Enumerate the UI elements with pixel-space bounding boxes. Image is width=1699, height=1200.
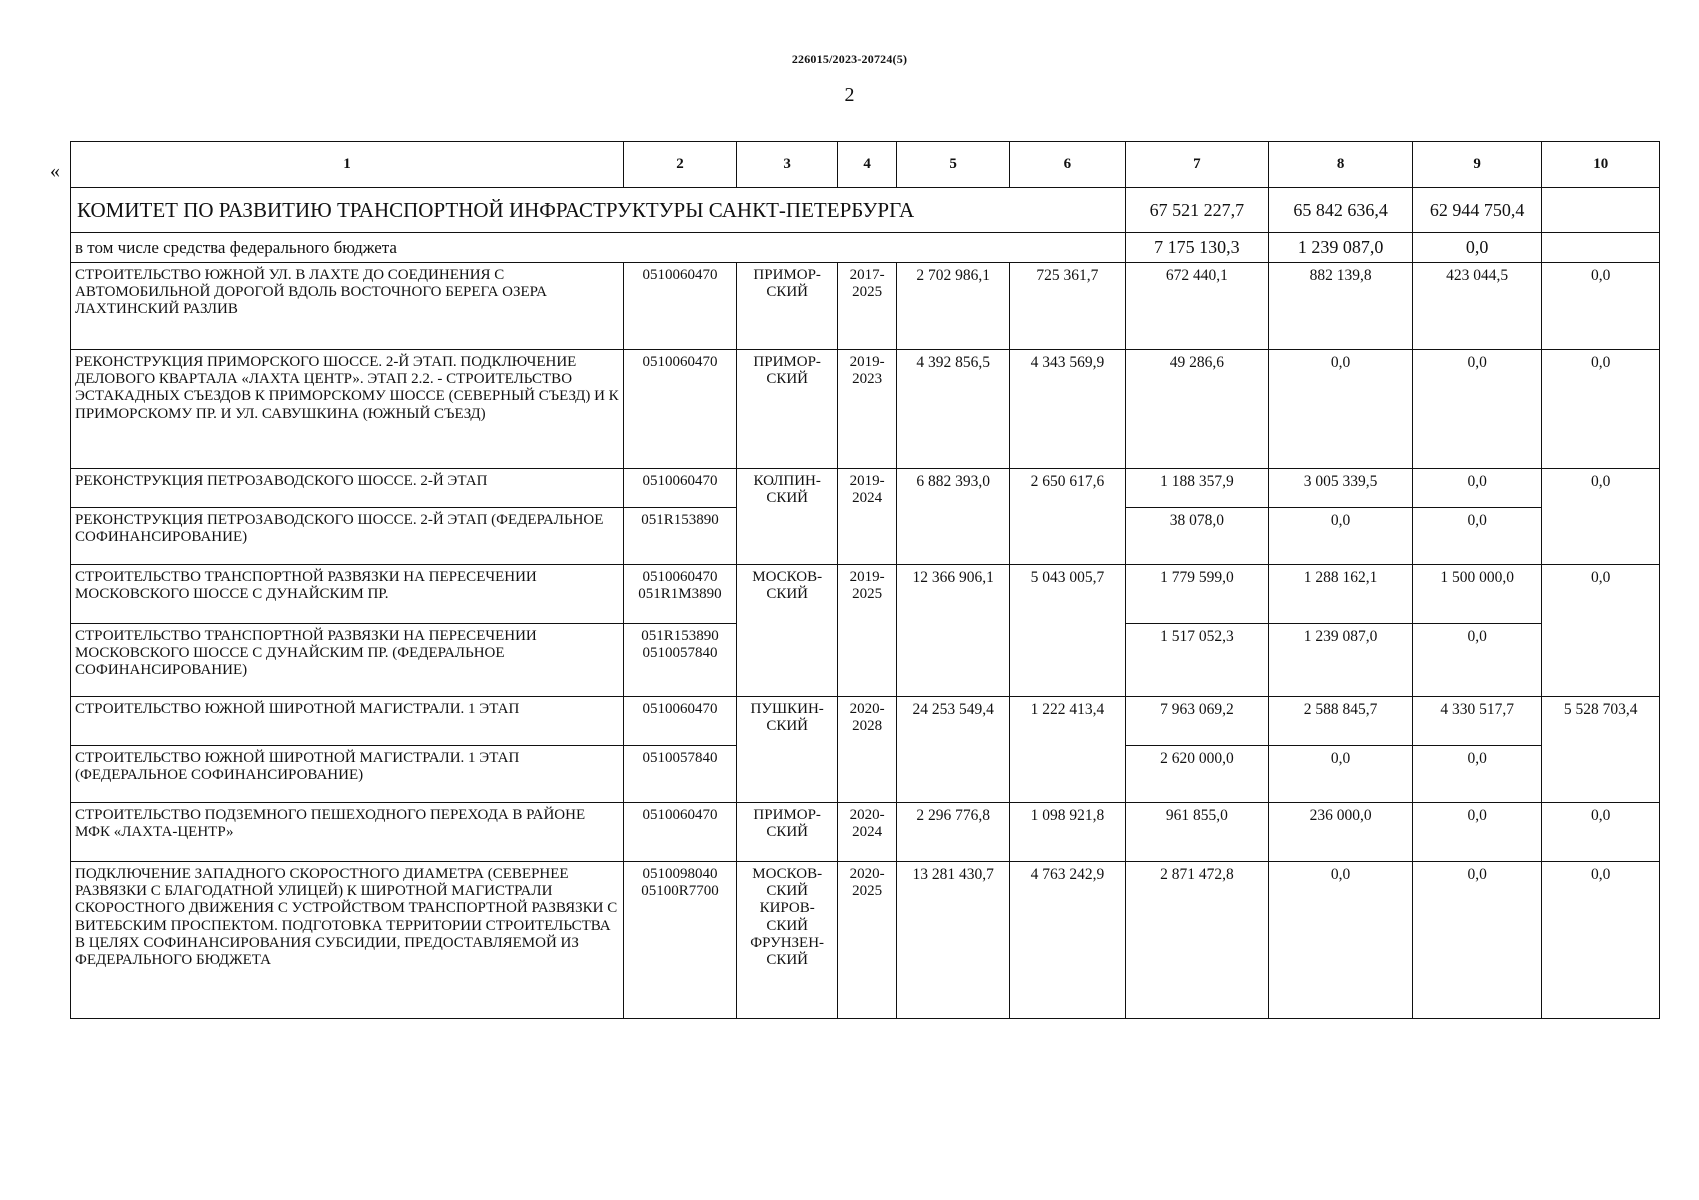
column-number-header [71,142,1660,188]
project-name: СТРОИТЕЛЬСТВО ЮЖНОЙ ШИРОТНОЙ МАГИСТРАЛИ. 1 ЭТАП (ФЕДЕРАЛЬНОЕ СОФИНАНСИРОВАНИЕ) [71,745,624,802]
budget-code: 051R153890 [623,507,736,564]
budget-code: 0510060470 [623,696,736,745]
district-line: СКИЙ [766,490,808,507]
years [838,262,897,349]
col6-value: 1 098 921,8 [1010,802,1125,861]
district-line: ФРУНЗЕН- [750,934,825,951]
project-name: РЕКОНСТРУКЦИЯ ПЕТРОЗАВОДСКОГО ШОССЕ. 2-Й ЭТАП [71,468,624,507]
years-line: 2019- [849,353,885,370]
col8-value: 0,0 [1269,349,1413,468]
table-row [71,468,1660,507]
table-row [71,262,1660,349]
col8-value: 236 000,0 [1269,802,1413,861]
district [737,564,838,696]
col-header-9: 9 [1412,142,1542,188]
years-line: 2017- [849,266,885,283]
years [838,861,897,1018]
district [737,696,838,802]
district-line: СКИЙ [766,718,808,735]
col9-value: 0,0 [1412,507,1542,564]
project-name: СТРОИТЕЛЬСТВО ТРАНСПОРТНОЙ РАЗВЯЗКИ НА ПЕРЕСЕЧЕНИИ МОСКОВСКОГО ШОССЕ С ДУНАЙСКИМ ПР. (ФЕДЕРАЛЬНОЕ СОФИНАНСИРОВАНИЕ) [71,623,624,696]
col8-value: 1 288 162,1 [1269,564,1413,623]
project-name: СТРОИТЕЛЬСТВО ЮЖНОЙ ШИРОТНОЙ МАГИСТРАЛИ. 1 ЭТАП [71,696,624,745]
district [737,861,838,1018]
federal-total-col7: 7 175 130,3 [1125,233,1269,263]
years-line: 2020- [849,700,885,717]
col-header-5: 5 [897,142,1010,188]
col9-value: 0,0 [1412,802,1542,861]
document-number: 226015/2023-20724(5) [791,52,908,66]
col7-value: 2 620 000,0 [1125,745,1269,802]
col8-value: 0,0 [1269,745,1413,802]
district-line: ПРИМОР- [753,266,821,283]
project-name: РЕКОНСТРУКЦИЯ ПЕТРОЗАВОДСКОГО ШОССЕ. 2-Й ЭТАП (ФЕДЕРАЛЬНОЕ СОФИНАНСИРОВАНИЕ) [71,507,624,564]
budget-table [70,141,1660,1019]
col10-value: 0,0 [1542,564,1660,696]
col9-value: 0,0 [1412,745,1542,802]
federal-row [71,233,1660,263]
years-line: 2025 [852,586,883,603]
budget-code-line: 051R153890 [641,627,719,644]
district-line: СКИЙ [766,371,808,388]
budget-code [623,861,736,1018]
budget-code: 0510057840 [623,745,736,802]
col9-value: 4 330 517,7 [1412,696,1542,745]
table-row [71,349,1660,468]
col8-value: 882 139,8 [1269,262,1413,349]
col-header-7: 7 [1125,142,1269,188]
col8-value: 0,0 [1269,861,1413,1018]
col7-value: 38 078,0 [1125,507,1269,564]
col6-value: 725 361,7 [1010,262,1125,349]
district-line: ПУШКИН- [750,700,824,717]
col10-value: 0,0 [1542,468,1660,564]
col10-value: 0,0 [1542,861,1660,1018]
page-number: 2 [844,84,855,106]
table-row [71,696,1660,745]
col5-value: 2 702 986,1 [897,262,1010,349]
col5-value: 2 296 776,8 [897,802,1010,861]
col-header-4: 4 [838,142,897,188]
col7-value: 672 440,1 [1125,262,1269,349]
district-line: СКИЙ [766,917,808,934]
col7-value: 2 871 472,8 [1125,861,1269,1018]
col10-value: 0,0 [1542,349,1660,468]
project-name: РЕКОНСТРУКЦИЯ ПРИМОРСКОГО ШОССЕ. 2-Й ЭТАП. ПОДКЛЮЧЕНИЕ ДЕЛОВОГО КВАРТАЛА «ЛАХТА ЦЕНТР». ЭТАП 2.2. - СТРОИТЕЛЬСТВО ЭСТАКАДНЫХ СЪЕЗДОВ К ПРИМОРСКОМУ ШОССЕ (СЕВЕРНЫЙ СЪЕЗД) И К ПРИМОРСКОМУ ПР. И УЛ. САВУШКИНА (ЮЖНЫЙ СЪЕЗД) [71,349,624,468]
federal-total-col8: 1 239 087,0 [1269,233,1413,263]
district-line: КИРОВ- [759,900,815,917]
col6-value: 4 343 569,9 [1010,349,1125,468]
district-line: СКИЙ [766,586,808,603]
committee-title: КОМИТЕТ ПО РАЗВИТИЮ ТРАНСПОРТНОЙ ИНФРАСТРУКТУРЫ САНКТ-ПЕТЕРБУРГА [71,188,1126,233]
col5-value: 24 253 549,4 [897,696,1010,802]
committee-total-col8: 65 842 636,4 [1269,188,1413,233]
table-row [71,861,1660,1018]
budget-code-line: 0510098040 [642,865,718,882]
col6-value: 1 222 413,4 [1010,696,1125,802]
col-header-10: 10 [1542,142,1660,188]
federal-total-col9: 0,0 [1412,233,1542,263]
years-line: 2024 [852,824,883,841]
col7-value: 961 855,0 [1125,802,1269,861]
budget-code: 0510060470 [623,349,736,468]
budget-code-line: 05100R7700 [641,883,719,900]
col7-value: 49 286,6 [1125,349,1269,468]
project-name: СТРОИТЕЛЬСТВО ПОДЗЕМНОГО ПЕШЕХОДНОГО ПЕРЕХОДА В РАЙОНЕ МФК «ЛАХТА-ЦЕНТР» [71,802,624,861]
col8-value: 3 005 339,5 [1269,468,1413,507]
committee-total-col7: 67 521 227,7 [1125,188,1269,233]
col8-value: 1 239 087,0 [1269,623,1413,696]
col10-value: 0,0 [1542,262,1660,349]
budget-code-line: 0510057840 [642,645,718,662]
col-header-3: 3 [737,142,838,188]
budget-code [623,623,736,696]
table-row [71,802,1660,861]
col7-value: 1 517 052,3 [1125,623,1269,696]
district [737,468,838,564]
col6-value: 2 650 617,6 [1010,468,1125,564]
budget-code-line: 051R1M3890 [638,586,722,603]
col5-value: 12 366 906,1 [897,564,1010,696]
federal-total-col10 [1542,233,1660,263]
col-header-8: 8 [1269,142,1413,188]
committee-total-col9: 62 944 750,4 [1412,188,1542,233]
district-line: СКИЙ [766,824,808,841]
district-line: МОСКОВ- [752,568,823,585]
col10-value: 0,0 [1542,802,1660,861]
years-line: 2019- [849,568,885,585]
col7-value: 1 779 599,0 [1125,564,1269,623]
years-line: 2028 [852,718,883,735]
project-name: ПОДКЛЮЧЕНИЕ ЗАПАДНОГО СКОРОСТНОГО ДИАМЕТРА (СЕВЕРНЕЕ РАЗВЯЗКИ С БЛАГОДАТНОЙ УЛИЦЕЙ) К ШИРОТНОЙ МАГИСТРАЛИ СКОРОСТНОГО ДВИЖЕНИЯ С УСТРОЙСТВОМ ТРАНСПОРТНОЙ РАЗВЯЗКИ С ВИТЕБСКИМ ПРОСПЕКТОМ. ПОДГОТОВКА ТЕРРИТОРИИ СТРОИТЕЛЬСТВА В ЦЕЛЯХ СОФИНАНСИРОВАНИЯ СУБСИДИИ, ПРЕДОСТАВЛЯЕМОЙ ИЗ ФЕДЕРАЛЬНОГО БЮДЖЕТА [71,861,624,1018]
col6-value: 5 043 005,7 [1010,564,1125,696]
col9-value: 0,0 [1412,349,1542,468]
col9-value: 0,0 [1412,468,1542,507]
col9-value: 423 044,5 [1412,262,1542,349]
col9-value: 0,0 [1412,623,1542,696]
federal-title: в том числе средства федерального бюджета [71,233,1126,263]
years [838,696,897,802]
opening-quote-mark: « [50,160,60,182]
col5-value: 6 882 393,0 [897,468,1010,564]
col-header-6: 6 [1010,142,1125,188]
table-row [71,564,1660,623]
project-name: СТРОИТЕЛЬСТВО ТРАНСПОРТНОЙ РАЗВЯЗКИ НА ПЕРЕСЕЧЕНИИ МОСКОВСКОГО ШОССЕ С ДУНАЙСКИМ ПР. [71,564,624,623]
district [737,802,838,861]
years-line: 2020- [849,806,885,823]
district-line: ПРИМОР- [753,806,821,823]
budget-code: 0510060470 [623,802,736,861]
committee-total-col10 [1542,188,1660,233]
years [838,564,897,696]
district-line: КОЛПИН- [753,472,821,489]
district-line: СКИЙ [766,883,808,900]
district [737,262,838,349]
col-header-1: 1 [71,142,624,188]
years-line: 2024 [852,490,883,507]
years-line: 2025 [852,883,883,900]
col9-value: 0,0 [1412,861,1542,1018]
committee-row [71,188,1660,233]
col5-value: 4 392 856,5 [897,349,1010,468]
col10-value: 5 528 703,4 [1542,696,1660,802]
district-line: СКИЙ [766,284,808,301]
years [838,468,897,564]
district [737,349,838,468]
budget-code-line: 0510060470 [642,568,718,585]
col7-value: 7 963 069,2 [1125,696,1269,745]
col8-value: 2 588 845,7 [1269,696,1413,745]
years-line: 2019- [849,472,885,489]
years-line: 2025 [852,284,883,301]
years [838,802,897,861]
project-name: СТРОИТЕЛЬСТВО ЮЖНОЙ УЛ. В ЛАХТЕ ДО СОЕДИНЕНИЯ С АВТОМОБИЛЬНОЙ ДОРОГОЙ ВДОЛЬ ВОСТОЧНОГО БЕРЕГА ОЗЕРА ЛАХТИНСКИЙ РАЗЛИВ [71,262,624,349]
col5-value: 13 281 430,7 [897,861,1010,1018]
years-line: 2020- [849,865,885,882]
col-header-2: 2 [623,142,736,188]
district-line: ПРИМОР- [753,353,821,370]
budget-code: 0510060470 [623,468,736,507]
budget-code [623,564,736,623]
district-line: МОСКОВ- [752,865,823,882]
district-line: СКИЙ [766,952,808,969]
col9-value: 1 500 000,0 [1412,564,1542,623]
col8-value: 0,0 [1269,507,1413,564]
col6-value: 4 763 242,9 [1010,861,1125,1018]
years-line: 2023 [852,371,883,388]
col7-value: 1 188 357,9 [1125,468,1269,507]
budget-code: 0510060470 [623,262,736,349]
years [838,349,897,468]
